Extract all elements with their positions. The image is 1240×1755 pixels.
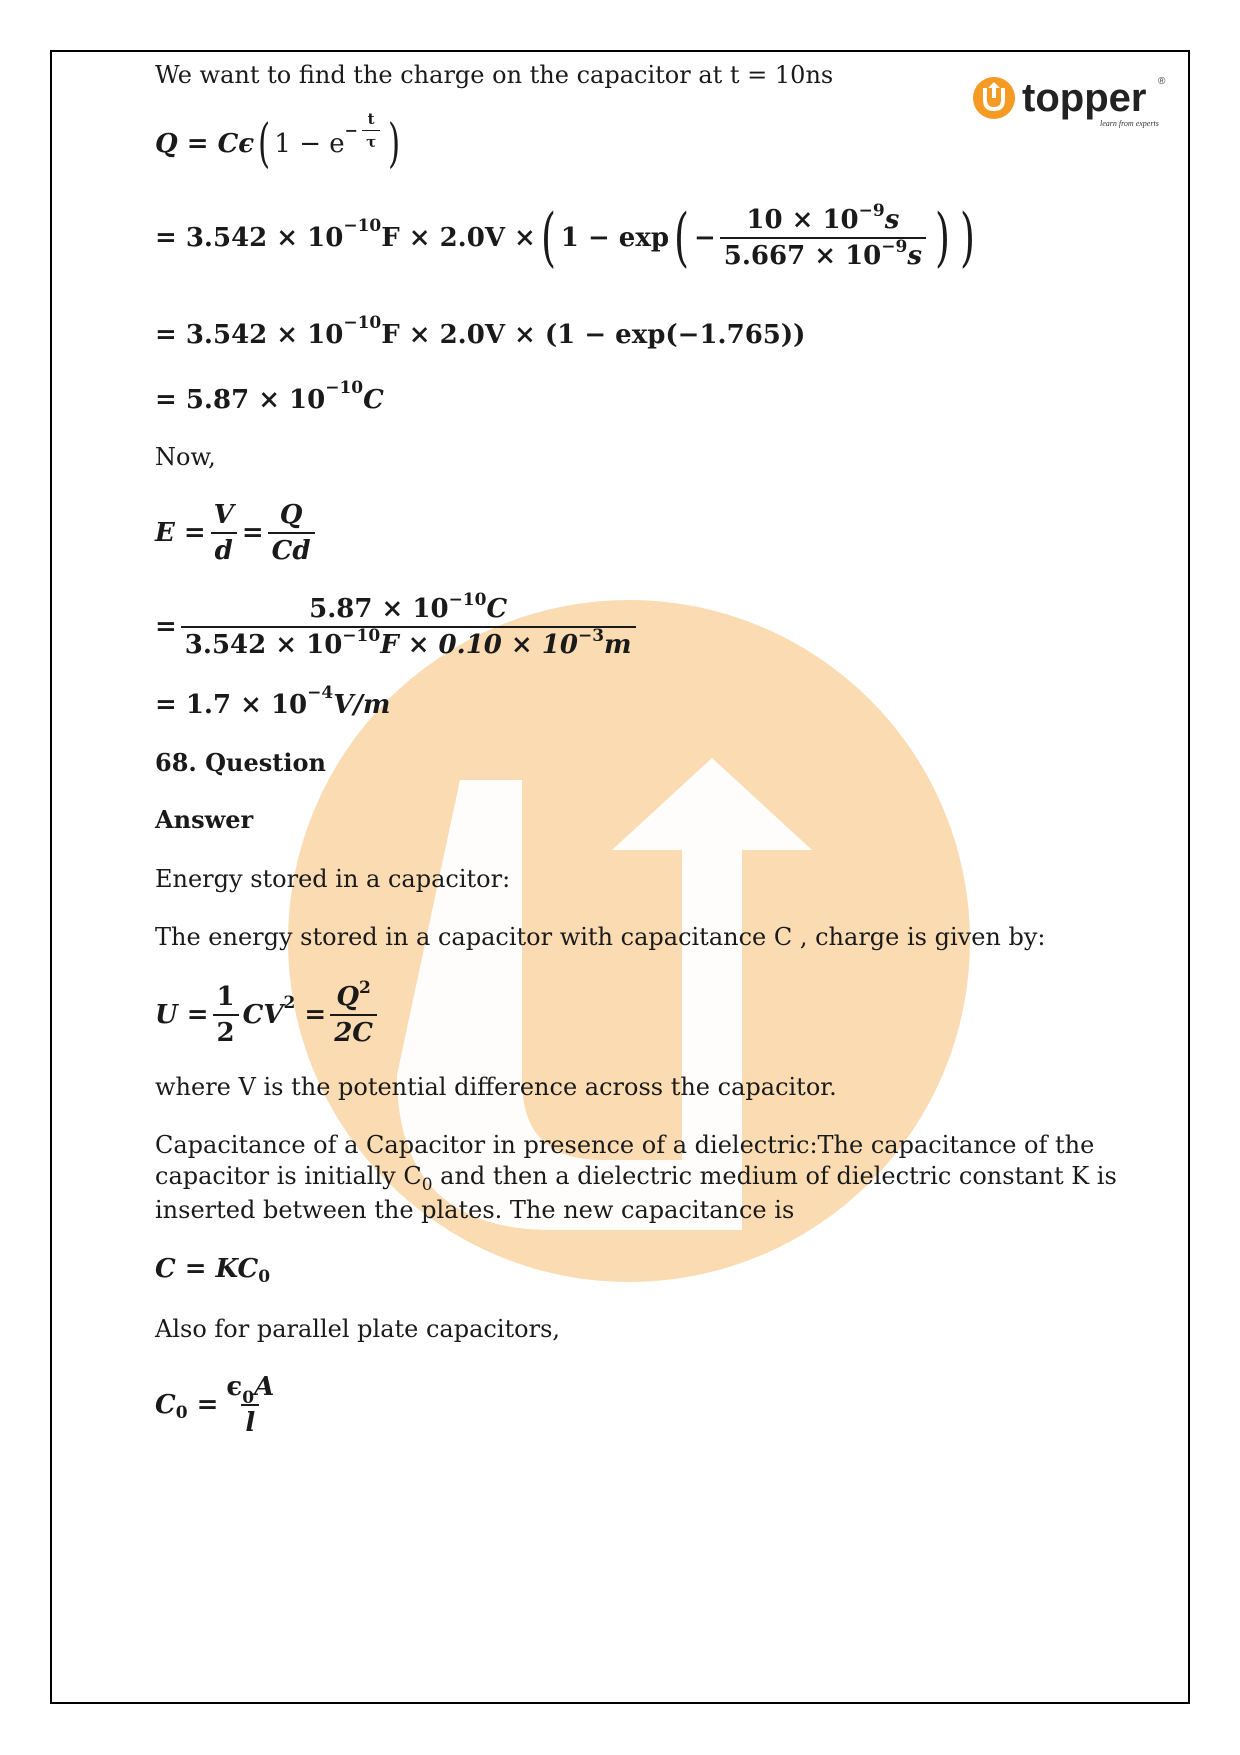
eq-charge-substitution: = 3.542 × 10 −10 F × 2.0V × ( 1 − exp ( − $\frac{10 \times 10^{-9}s}{5.667 \times 10^{-9}s}$ ) ) (155, 201, 975, 275)
eq-charge: Q = Cϵ ( 1 − e − $\frac{t}{\tau}$ ) (155, 109, 401, 174)
dielectric-line-2: capacitor is initially $C_0$ and then a dielectric medium of dielectric constant K is (155, 1162, 1117, 1195)
brand-logo (972, 74, 1168, 136)
where-text: where V is the potential difference across the capacitor. (155, 1073, 837, 1101)
eq-charge-result: = 5.87 × 10 −10 C (155, 378, 384, 415)
eq-field: E = $\frac{V}{d}$ = $\frac{Q}{Cd}$ (155, 500, 319, 566)
eq-field-substitution: = $\frac{5.87 \times 10^{-10}C}{3.542 \times 10^{-10}F \times 0.10 \times 10^{-3}m}$ (155, 594, 640, 660)
dielectric-line-3: inserted between the plates. The new capacitance is (155, 1196, 795, 1224)
svg-text:topper: topper (1022, 76, 1147, 120)
eq-energy: U = $\frac{1}{2}$ CV 2 = $\frac{Q^2}{2C}$ (155, 982, 381, 1048)
eq-dielectric-capacitance: C = KC 0 (155, 1254, 271, 1287)
brand-logo-icon (972, 74, 1168, 136)
dielectric-line-1: Capacitance of a Capacitor in presence of a dielectric:The capacitance of the (155, 1131, 1095, 1159)
parallel-plate-text: Also for parallel plate capacitors, (155, 1315, 561, 1343)
energy-description: The energy stored in a capacitor with capacitance C , charge is given by: (155, 923, 1046, 951)
eq-parallel-plate: C 0 = $\frac{\epsilon_0A}{l}$ (155, 1372, 275, 1438)
eq-charge-simplified: = 3.542 × 10 −10 F × 2.0V × (1 − exp(−1.765)) (155, 313, 806, 350)
svg-text:®: ® (1158, 76, 1166, 87)
energy-title: Energy stored in a capacitor: (155, 865, 511, 893)
intro-text: We want to find the charge on the capacitor at t = 10ns (155, 61, 834, 89)
eq-field-result: = 1.7 × 10 −4 V/m (155, 683, 391, 720)
now-text: Now, (155, 443, 216, 471)
question-heading: 68. Question (155, 748, 326, 777)
answer-heading: Answer (155, 805, 254, 834)
svg-text:learn from experts: learn from experts (1100, 119, 1159, 128)
